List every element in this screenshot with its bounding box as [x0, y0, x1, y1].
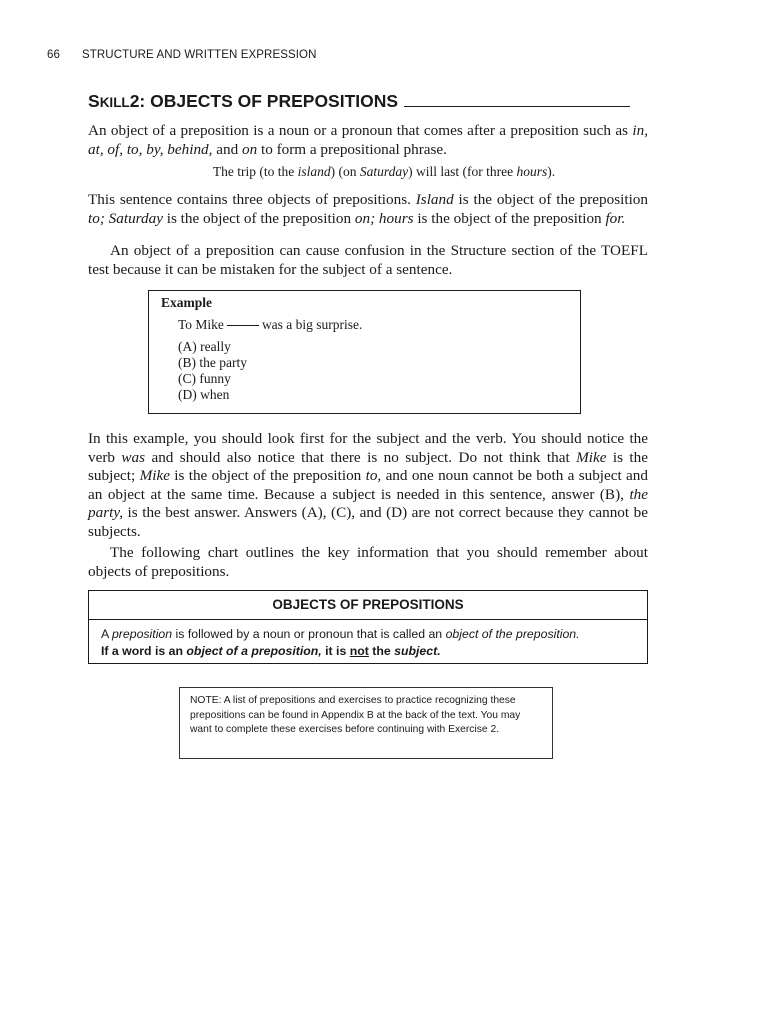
text: A: [101, 627, 112, 641]
text: and: [212, 140, 242, 158]
emphasis: Island: [415, 191, 454, 208]
text: is the subject;: [88, 448, 648, 484]
emphasis: object of a preposition,: [186, 643, 322, 658]
sample-sentence: [0, 164, 768, 180]
text: is followed by a noun or pronoun that is called an: [172, 627, 446, 641]
stem-before: To Mike: [178, 317, 224, 332]
emphasis: Mike: [139, 467, 170, 484]
chart-intro-paragraph: [88, 544, 648, 581]
option-a: (A) really: [178, 339, 231, 354]
emphasis: was: [121, 448, 146, 466]
emphasis: island: [297, 164, 331, 179]
text: An object of a preposition is a noun or a pronoun that comes after a preposition such as: [88, 122, 633, 139]
text: and should also notice that there is no subject. Do not think that: [145, 448, 577, 466]
text: The following chart outlines the key information that you should remember about objects of prepositions.: [88, 544, 648, 580]
skill-heading-initial: S: [88, 91, 100, 111]
emphasis: for.: [605, 209, 626, 227]
emphasis: object of the preposition.: [445, 627, 580, 641]
summary-line-2: [101, 643, 635, 660]
emphasis: in, at, of, to, by, behind,: [88, 122, 648, 158]
text: An object of a preposition can cause confusion in the Structure section of the TOEFL test because it can be mistaken for the subject of a sentence.: [88, 242, 648, 278]
page-number: 66: [47, 49, 60, 61]
example-stem: [161, 317, 568, 333]
heading-rule: [404, 106, 630, 107]
text: is the object of the preposition: [162, 209, 355, 227]
text: In this example, you should look first for the subject and the verb. You should notice the verb: [88, 430, 648, 466]
confusion-paragraph: [88, 242, 648, 279]
text: If a word is an: [101, 643, 187, 658]
text: is the best answer. Answers (A), (C), and (D) are not correct because they cannot be subjects.: [88, 504, 648, 540]
emphasis: Mike: [576, 448, 607, 466]
emphasis: on; hours: [354, 209, 414, 227]
running-title: STRUCTURE AND WRITTEN EXPRESSION: [82, 49, 317, 61]
text: ) will last (for three: [408, 164, 517, 179]
summary-chart-body: [89, 620, 647, 659]
option-c: (C) funny: [178, 371, 231, 386]
example-label: Example: [161, 295, 213, 310]
emphasis: to; Saturday: [88, 209, 163, 227]
note-box: NOTE: A list of prepositions and exercises to practice recognizing these prepositions can be found in Appendix B at the back of the text. You may want to complete these exercises before continuing with Exercise 2.: [179, 687, 553, 759]
text: the: [368, 643, 395, 658]
answer-blank: [227, 325, 259, 326]
summary-chart: [88, 590, 648, 664]
skill-heading-title: 2: OBJECTS OF PREPOSITIONS: [129, 91, 399, 111]
example-box: [148, 290, 581, 414]
text: The trip (to the: [212, 164, 298, 179]
emphasis: subject.: [394, 643, 441, 658]
text: it is: [321, 643, 350, 658]
running-header: [47, 49, 317, 61]
explanation-paragraph: [88, 191, 648, 228]
intro-paragraph: [88, 122, 648, 159]
emphasis: hours: [516, 164, 548, 179]
summary-chart-title: OBJECTS OF PREPOSITIONS: [89, 591, 647, 620]
skill-heading: [88, 91, 630, 112]
text: ).: [547, 164, 556, 179]
text: is the object of the preposition: [169, 467, 366, 484]
emphasis: preposition: [111, 627, 173, 641]
stem-after: was a big surprise.: [261, 317, 363, 332]
text: is the object of the preposition: [453, 191, 648, 208]
text: to form a prepositional phrase.: [257, 140, 447, 158]
emphasis: Saturday: [359, 164, 409, 179]
text: is the object of the preposition: [413, 209, 606, 227]
emphasis: to,: [365, 467, 382, 484]
text: and one noun cannot be both a subject and an object at the same time. Because a subject is needed in this sentence, answer (B),: [88, 467, 648, 503]
option-d: (D) when: [178, 387, 230, 402]
summary-line-1: [101, 626, 635, 643]
text: ) (on: [330, 164, 360, 179]
skill-heading-smallcaps: KILL: [99, 95, 130, 110]
text: This sentence contains three objects of prepositions.: [88, 191, 416, 208]
analysis-paragraph: [88, 430, 648, 541]
option-b: (B) the party: [178, 355, 247, 370]
emphasis-not: not: [349, 643, 369, 658]
emphasis: the party,: [88, 485, 648, 521]
emphasis: on: [241, 140, 258, 158]
